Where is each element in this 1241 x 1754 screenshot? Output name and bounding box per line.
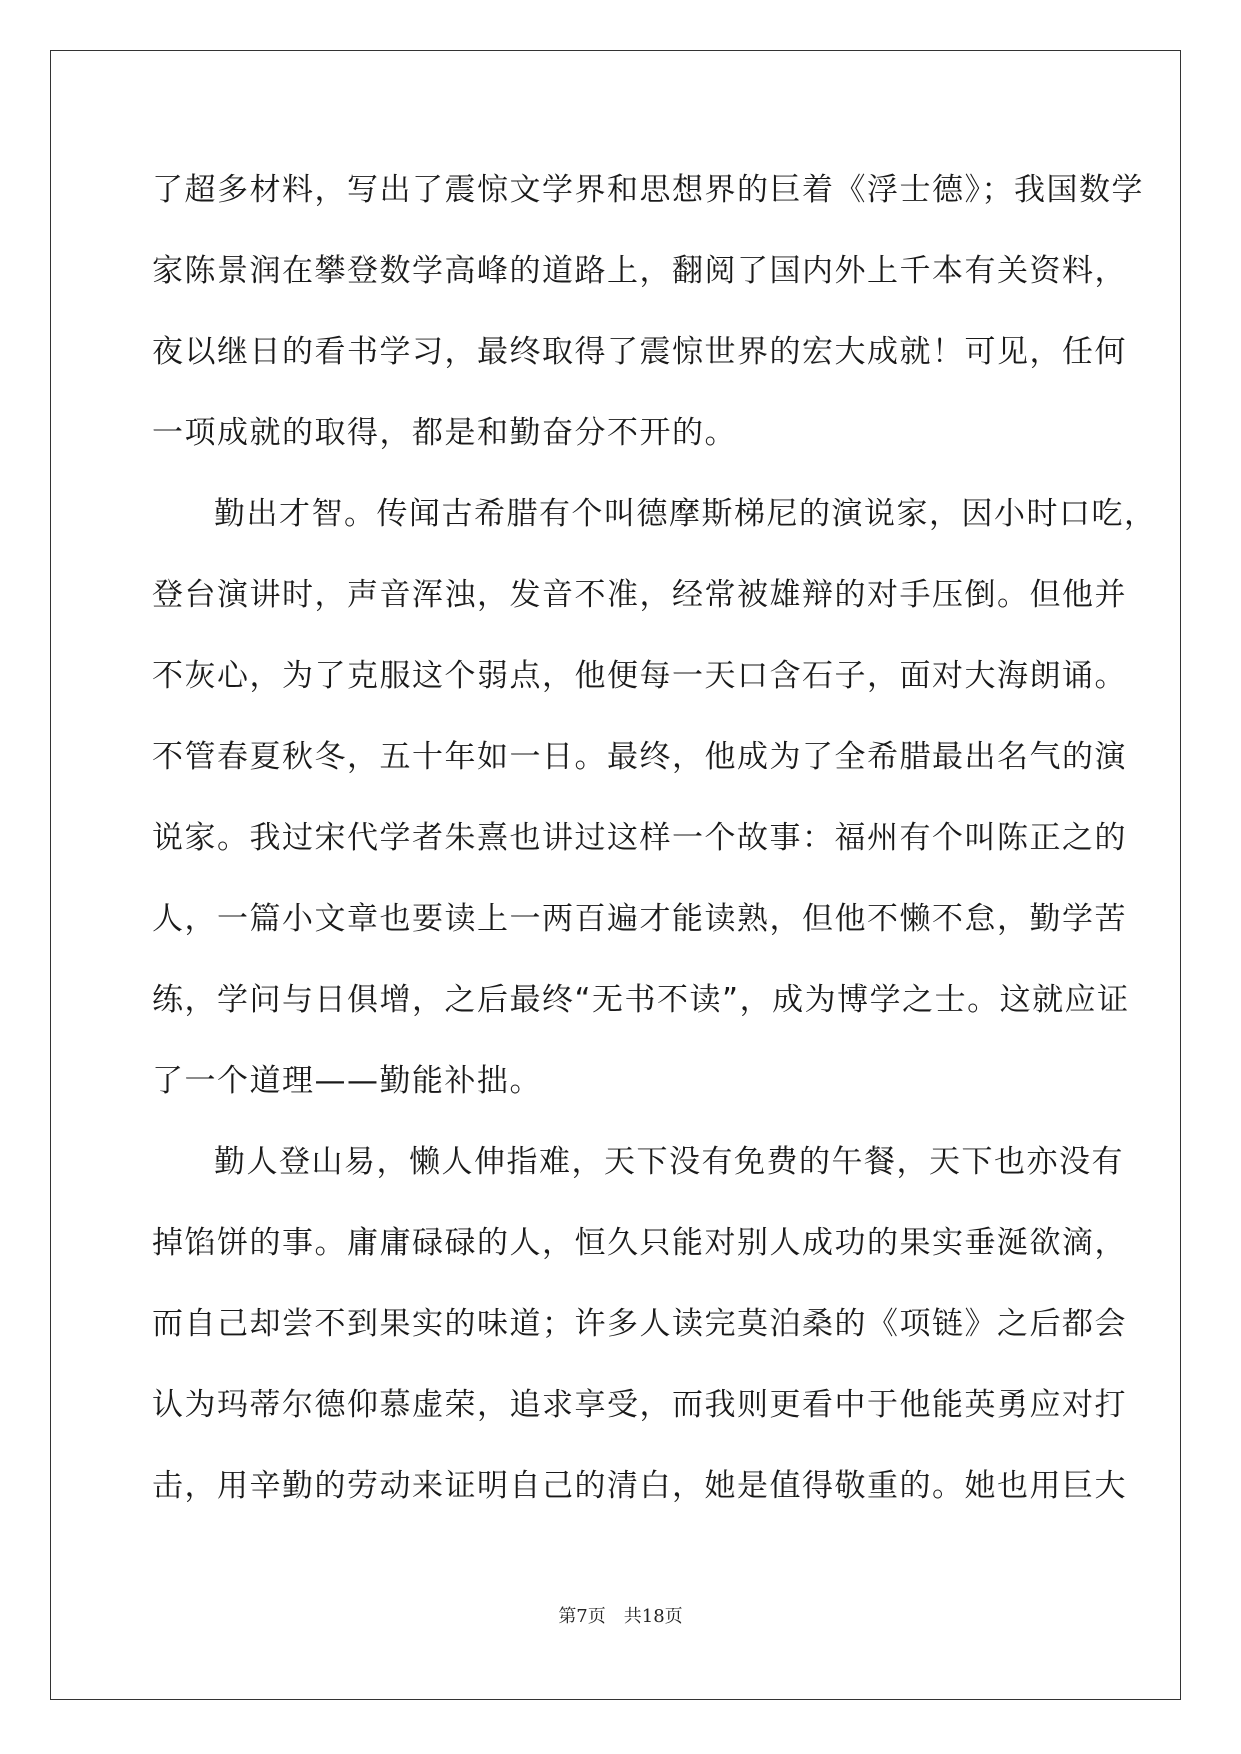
total-pages: 共18页 (623, 1606, 683, 1627)
text-line: 而自己却尝不到果实的味道；许多人读完莫泊桑的《项链》之后都会 (152, 1306, 1127, 1342)
text-line: 练，学问与日俱增，之后最终“无书不读”，成为博学之士。这就应证 (152, 982, 1130, 1018)
page-footer (0, 1602, 1241, 1628)
paragraph-start-line: 勤出才智。传闻古希腊有个叫德摩斯梯尼的演说家，因小时口吃， (214, 496, 1157, 532)
text-line: 不灰心，为了克服这个弱点，他便每一天口含石子，面对大海朗诵。 (152, 658, 1127, 694)
text-line: 人，一篇小文章也要读上一两百遍才能读熟，但他不懒不怠，勤学苦 (152, 901, 1127, 937)
document-body (152, 160, 1157, 1537)
text-line: 了一个道理——勤能补拙。 (152, 1063, 542, 1099)
text-line: 击，用辛勤的劳动来证明自己的清白，她是值得敬重的。她也用巨大 (152, 1468, 1127, 1504)
text-line: 一项成就的取得，都是和勤奋分不开的。 (152, 415, 737, 451)
text-line: 了超多材料，写出了震惊文学界和思想界的巨着《浮士德》；我国数学 (152, 172, 1144, 208)
text-line: 认为玛蒂尔德仰慕虚荣，追求享受，而我则更看中于他能英勇应对打 (152, 1387, 1127, 1423)
page-number: 第7页 (558, 1606, 606, 1627)
text-line: 登台演讲时，声音浑浊，发音不准，经常被雄辩的对手压倒。但他并 (152, 577, 1127, 613)
text-line: 掉馅饼的事。庸庸碌碌的人，恒久只能对别人成功的果实垂涎欲滴， (152, 1225, 1127, 1261)
text-line: 夜以继日的看书学习，最终取得了震惊世界的宏大成就！可见，任何 (152, 334, 1127, 370)
text-line: 家陈景润在攀登数学高峰的道路上，翻阅了国内外上千本有关资料， (152, 253, 1127, 289)
paragraph-start-line: 勤人登山易，懒人伸指难，天下没有免费的午餐，天下也亦没有 (214, 1144, 1124, 1180)
text-line: 说家。我过宋代学者朱熹也讲过这样一个故事：福州有个叫陈正之的 (152, 820, 1127, 856)
text-line: 不管春夏秋冬，五十年如一日。最终，他成为了全希腊最出名气的演 (152, 739, 1127, 775)
